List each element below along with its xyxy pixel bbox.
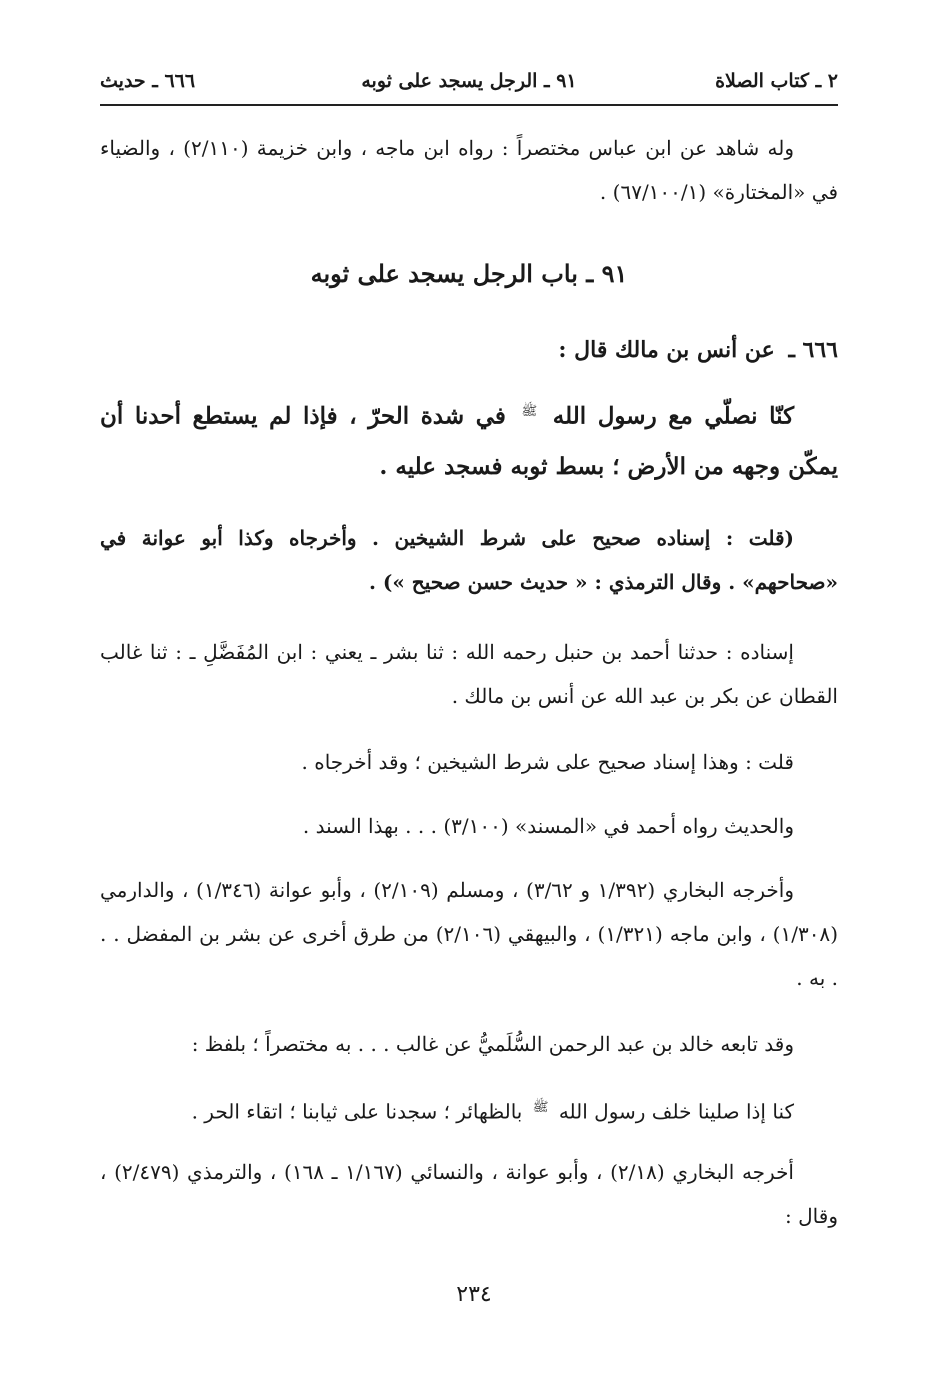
- grading-note: (قلت : إسناده صحيح على شرط الشيخين . وأخرجاه وكذا أبو عوانة في «صحاحهم» . وقال الترمذي : « حديث حسن صحيح ») .: [100, 526, 838, 594]
- header-book-title: ٢ ـ كتاب الصلاة: [715, 70, 838, 92]
- quote-part2: بالظهائر ؛ سجدنا على ثيابنا ؛ اتقاء الحر .: [191, 1099, 523, 1124]
- header-hadith-ref: ٦٦٦ ـ حديث: [100, 70, 196, 92]
- hadith-number: ٦٦٦ ـ: [788, 337, 838, 363]
- section-title: ٩١ ـ باب الرجل يسجد على ثوبه: [310, 259, 628, 288]
- quote-part1: كنا إذا صلينا خلف رسول الله: [558, 1099, 794, 1124]
- takhrij-second-paragraph: أخرجه البخاري (٢/١٨) ، وأبو عوانة ، والنسائي (١/١٦٧ ـ ١٦٨) ، والترمذي (٢/٤٧٩) ، وقال :: [100, 1160, 838, 1228]
- page-number: ٢٣٤: [456, 1282, 492, 1307]
- isnad-paragraph: إسناده : حدثنا أحمد بن حنبل رحمه الله : ثنا بشر ـ يعني : ابن المُفَضَّلِ ـ : ثنا غالب القطان عن بكر بن عبد الله عن أنس بن مالك .: [100, 640, 838, 708]
- authenticity-note: قلت : وهذا إسناد صحيح على شرط الشيخين ؛ وقد أخرجاه .: [301, 750, 794, 774]
- corroboration-note: وقد تابعه خالد بن عبد الرحمن السُّلَميُّ عن غالب . . . به مختصراً ؛ بلفظ :: [191, 1032, 794, 1056]
- quoted-narration: [100, 1086, 838, 1134]
- hadith-heading: [100, 330, 838, 370]
- salutation-symbol: ﷺ: [521, 404, 538, 419]
- salutation-symbol: ﷺ: [532, 1100, 549, 1115]
- header-chapter-title: ٩١ ـ الرجل يسجد على ثوبه: [361, 70, 577, 92]
- intro-note: وله شاهد عن ابن عباس مختصراً : رواه ابن ماجه ، وابن خزيمة (٢/١١٠) ، والضياء في «المختارة» (٦٧/١٠٠/١) .: [100, 136, 838, 204]
- musnad-note: والحديث رواه أحمد في «المسند» (٣/١٠٠) . . . بهذا السند .: [302, 814, 794, 838]
- hadith-text-part2: في شدة الحرّ ، فإذا لم يستطع أحدنا أن يمكّن وجهه من الأرض ؛ بسط ثوبه فسجد عليه .: [100, 402, 838, 480]
- hadith-text-part1: كنّا نصلّي مع رسول الله: [552, 402, 795, 430]
- takhrij-paragraph: وأخرجه البخاري (١/٣٩٢ و ٣/٦٢) ، ومسلم (٢/١٠٩) ، وأبو عوانة (١/٣٤٦) ، والدارمي (١/٣٠٨) ، وابن ماجه (١/٣٢١) ، والبيهقي (٢/١٠٦) من طرق أخرى عن بشر بن المفضل . . . به .: [100, 878, 838, 990]
- hadith-narrator: عن أنس بن مالك قال :: [558, 337, 775, 363]
- hadith-text: [100, 387, 838, 492]
- running-header: [100, 66, 838, 100]
- header-divider: [100, 104, 838, 106]
